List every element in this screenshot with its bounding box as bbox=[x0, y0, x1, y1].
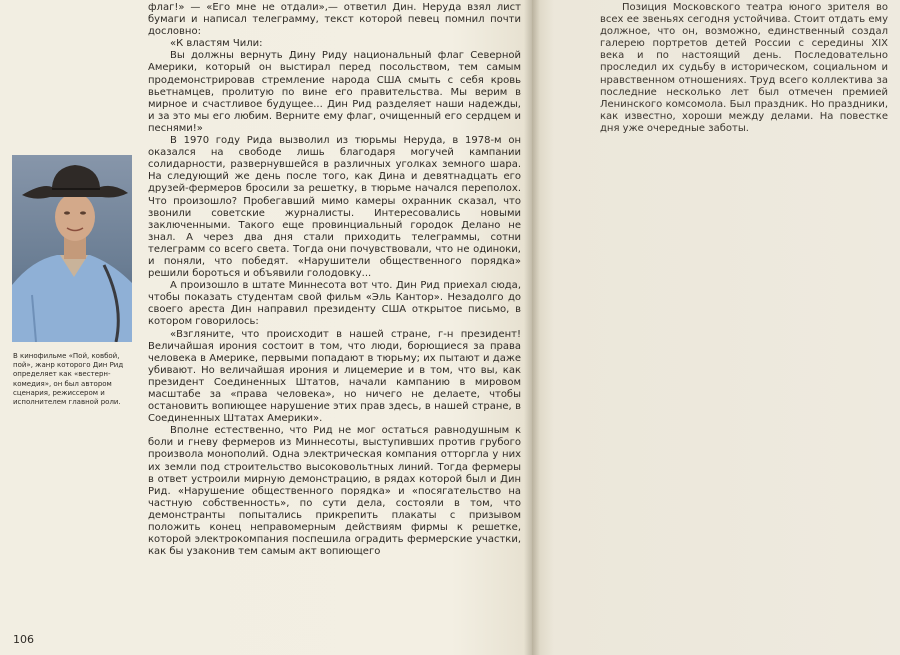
book-gutter bbox=[524, 0, 540, 655]
paragraph: «Взгляните, что происходит в нашей стране, г-н президент! Величайшая ирония состоит в том, что люди, борющиеся за права человека в Америке, первыми попадают в тюрьму; их пытают и даже убивают. Но величайшая ирония и лицемерие и в том, что вы, как президент Соединенных Штатов, начали кампанию в мировом масштабе за «права человека», но ничего не делаете, чтобы остановить вопиющее нарушение этих прав здесь, в нашей стране, в Соединенных Штатах Америки». bbox=[148, 328, 521, 425]
cowboy-photo bbox=[12, 155, 132, 342]
right-text-column bbox=[600, 2, 888, 135]
paragraph: Вы должны вернуть Дину Риду национальный флаг Северной Америки, который он выстирал перед посольством, тем самым продемонстрировав стремление народа США смыть с себя кровь вьетнамцев, пролитую по вине его правительства. Мы верим в мирное и счастливое будущее... Дин Рид разделяет наши надежды, и за это мы его любим. Верните ему флаг, очищенный его сердцем и песнями!» bbox=[148, 50, 521, 134]
left-text-column bbox=[148, 2, 521, 558]
paragraph: «К властям Чили: bbox=[170, 38, 263, 50]
paragraph: Вполне естественно, что Рид не мог остаться равнодушным к боли и гневу фермеров из Миннесоты, выступивших против грубого произвола монополий. Одна электрическая компания отторгла у них их земли под строительство высоковольтных линий. Тогда фермеры в ответ устроили мирную демонстрацию, в рядах которой был и Дин Рид. «Нарушение общественного порядка» и «посягательство на частную собственность», по сути дела, состояли в том, что демонстранты попытались прикрепить плакаты с призывом положить конец неправомерным действиям фирмы к решетке, которой электрокомпания поспешила оградить фермерские участки, как бы узаконив тем самым акт вопиющего bbox=[148, 425, 521, 558]
paragraph: флаг!» — «Его мне не отдали»,— ответил Дин. Неруда взял лист бумаги и написал телеграмму, текст которой певец помнил почти дословно: bbox=[148, 2, 521, 38]
page-number: 106 bbox=[13, 633, 34, 646]
right-page bbox=[532, 0, 900, 655]
photo-caption: В кинофильме «Пой, ковбой, пой», жанр которого Дин Рид определяет как «вестерн-комедия», он был автором сценария, режиссером и исполнителем главной роли. bbox=[13, 352, 124, 407]
paragraph: А произошло в штате Миннесота вот что. Дин Рид приехал сюда, чтобы показать студентам свой фильм «Эль Кантор». Незадолго до своего ареста Дин направил президенту США открытое письмо, в котором говорилось: bbox=[148, 280, 521, 328]
paragraph: В 1970 году Рида вызволил из тюрьмы Неруда, в 1978-м он оказался на свободе лишь благодаря могучей кампании солидарности, развернувшейся в различных уголках земного шара. На следующий же день после того, как Дина и девятнадцать его друзей-фермеров бросили за решетку, в тюрьме начался переполох. Что произошло? Пробегавший мимо камеры охранник сказал, что звонили советские журналисты. Интересовались новыми заключенными. Такого еще провинциальный городок Делано не знал. А через два дня стали приходить телеграммы, сотни телеграмм со всего света. Тогда они почувствовали, что не одиноки, и поняли, что победят. «Нарушители общественного порядка» решили бороться и объявили голодовку... bbox=[148, 135, 521, 280]
cowboy-portrait-image bbox=[12, 155, 132, 342]
paragraph: Позиция Московского театра юного зрителя во всех ее звеньях сегодня устойчива. Стоит отдать ему должное, что он, возможно, единственный создал галерею портретов детей России с середины XIX века и по настоящий день. Последовательно проследил их судьбу в историческом, социальном и нравственном отношениях. Труд всего коллектива за последние несколько лет был отмечен премией Ленинского комсомола. Был праздник. Но праздники, как известно, хороши между делами. На повестке дня уже очередные заботы. bbox=[600, 2, 888, 134]
